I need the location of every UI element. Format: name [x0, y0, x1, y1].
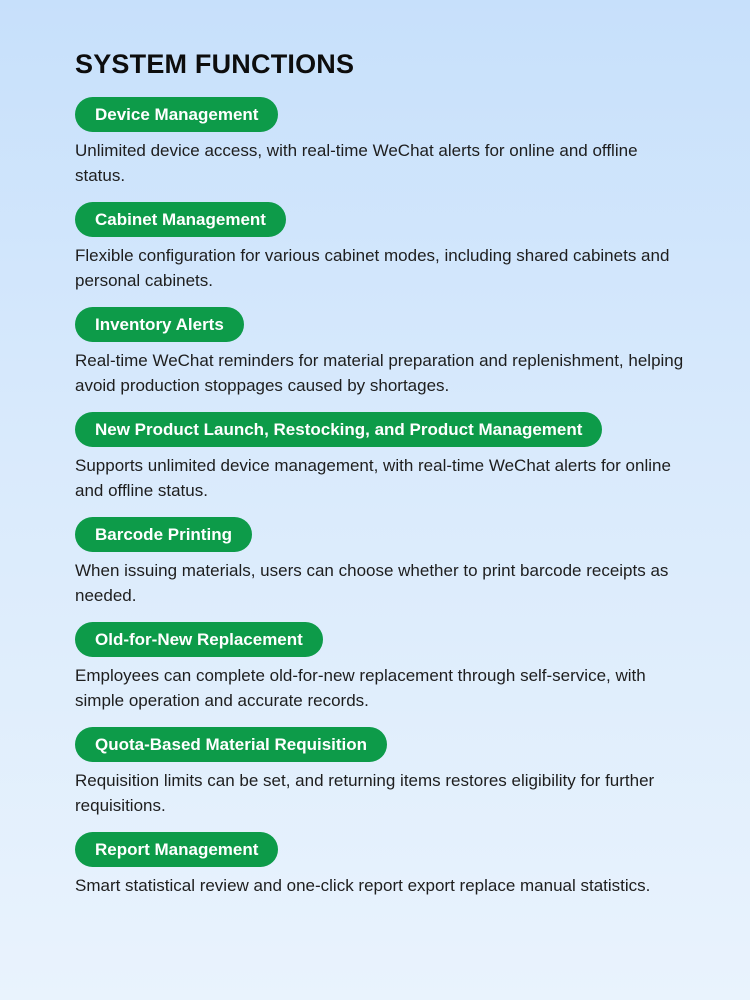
feature-label-pill: New Product Launch, Restocking, and Product Management — [75, 412, 602, 447]
feature-label-pill: Cabinet Management — [75, 202, 286, 237]
feature-old-for-new-replacement — [75, 622, 685, 727]
feature-label-pill: Inventory Alerts — [75, 307, 244, 342]
feature-description: When issuing materials, users can choose whether to print barcode receipts as needed. — [75, 561, 669, 605]
feature-list — [75, 97, 685, 937]
feature-description: Supports unlimited device management, with real-time WeChat alerts for online and offline status. — [75, 456, 671, 500]
feature-label-pill: Report Management — [75, 832, 278, 867]
feature-description: Employees can complete old-for-new replacement through self-service, with simple operation and accurate records. — [75, 666, 646, 710]
feature-description: Unlimited device access, with real-time WeChat alerts for online and offline status. — [75, 141, 638, 185]
feature-description: Flexible configuration for various cabinet modes, including shared cabinets and personal cabinets. — [75, 246, 670, 290]
feature-inventory-alerts — [75, 307, 685, 412]
feature-label-pill: Device Management — [75, 97, 278, 132]
feature-quota-requisition — [75, 727, 685, 832]
feature-label-pill: Barcode Printing — [75, 517, 252, 552]
feature-new-product-launch — [75, 412, 685, 517]
feature-cabinet-management — [75, 202, 685, 307]
feature-barcode-printing — [75, 517, 685, 622]
feature-label-pill: Quota-Based Material Requisition — [75, 727, 387, 762]
feature-description: Smart statistical review and one-click report export replace manual statistics. — [75, 876, 651, 895]
feature-description: Real-time WeChat reminders for material preparation and replenishment, helping avoid production stoppages caused by shortages. — [75, 351, 684, 395]
feature-label-pill: Old-for-New Replacement — [75, 622, 323, 657]
feature-device-management — [75, 97, 685, 202]
feature-report-management — [75, 832, 685, 937]
page-title: SYSTEM FUNCTIONS — [75, 49, 355, 79]
feature-description: Requisition limits can be set, and returning items restores eligibility for further requisitions. — [75, 771, 655, 815]
